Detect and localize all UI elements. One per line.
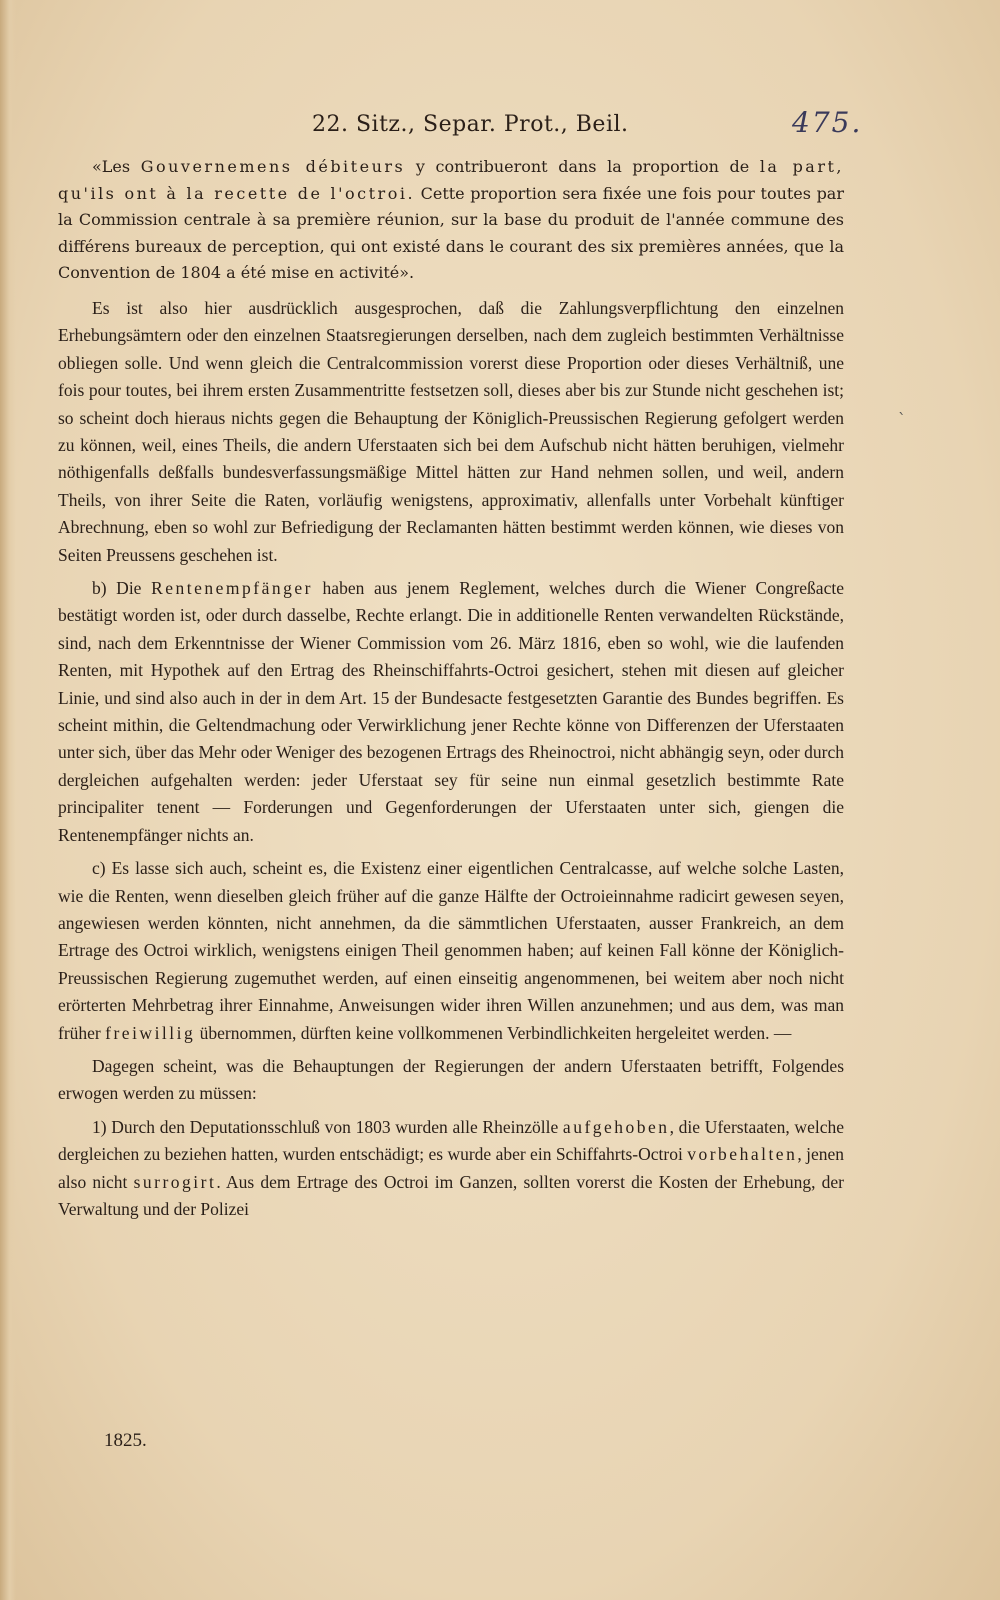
spaced-emphasis: la part, qu'ils ont à la recette de l'octroi.	[58, 157, 845, 203]
spaced-emphasis: aufgehoben	[562, 1116, 670, 1137]
paragraph-b-rentenempfaenger: b) Die Rentenempfänger haben aus jenem Reglement, welches durch die Wiener Congreßacte bestätigt worden ist, oder durch dasselbe, Rechte erlangt. Die in additionelle Renten verwandelten Rückstände, sind, nach dem Erkenntnisse der Wiener Commission vom 26. März 1816, eben so wohl, wie die laufenden Renten, mit Hypothek auf den Ertrag des Rheinschiffahrts-Octroi gesichert, stehen mit diesen auf gleicher Linie, und sind also auch in der in dem Art. 15 der Bundesacte festgesetzten Garantie des Bundes begriffen. Es scheint mithin, die Geltendmachung oder Verwirklichung jener Rechte könne von Differenzen der Uferstaaten unter sich, über das Mehr oder Weniger des bezogenen Ertrags des Rheinoctroi, nicht abhängig seyn, oder durch dergleichen aufgehalten werden: jeder Uferstaat sey für seine nun einmal gesetzlich bestimmte Rate principaliter tenent — Forderungen und Gegenforderungen der Uferstaaten unter sich, giengen die Rentenempfänger nichts an.	[58, 578, 845, 845]
spaced-emphasis: Rentenempfänger	[151, 578, 313, 599]
spaced-emphasis: surrogirt	[133, 1171, 217, 1192]
spaced-emphasis: vorbehalten	[687, 1144, 798, 1165]
body-text	[58, 154, 844, 1229]
paragraph-c-centralcasse: c) Es lasse sich auch, scheint es, die Existenz einer eigentlichen Centralcasse, auf welche solche Lasten, wie die Renten, wenn dieselben gleich früher auf die ganze Hälfte der Octroieinnahme radicirt gewesen seyen, angewiesen werden könnten, nicht annehmen, da die sämmtlichen Uferstaaten, ausser Frankreich, an dem Ertrage des Octroi wirklich, wenigstens einigen Theil genommen haben; auf keinen Fall könne der Königlich-Preussischen Regierung zugemuthet werden, auf einen einseitig angenommenen, bei weitem aber noch nicht erörterten Mehrbetrag ihrer Einnahme, Anweisungen wider ihren Willen anzunehmen; und aus dem, was man früher freiwillig übernommen, dürften keine vollkommenen Verbindlichkeiten hergeleitet werden. —	[58, 858, 844, 1043]
page-edge-shadow	[0, 0, 16, 1600]
spaced-emphasis: freiwillig	[105, 1022, 196, 1043]
running-head: 22. Sitz., Separ. Prot., Beil.	[312, 112, 629, 137]
paragraph-1-deputationsschluss: 1) Durch den Deputationsschluß von 1803 wurden alle Rheinzölle aufgehoben, die Uferstaaten, welche dergleichen zu beziehen hatten, wurden entschädigt; es wurde aber ein Schiffahrts-Octroi vorbehalten, jenen also nicht surrogirt. Aus dem Ertrage des Octroi im Ganzen, sollten vorerst die Kosten der Erhebung, der Verwaltung und der Polizei	[58, 1116, 844, 1219]
spaced-emphasis: Gouvernemens débiteurs	[140, 157, 406, 176]
paragraph-obligation: Es ist also hier ausdrücklich ausgesprochen, daß die Zahlungsverpflichtung den einzelnen Erhebungsämtern oder den einzelnen Staatsregierungen derselben, nach dem zugleich bestimmten Verhältnisse obliegen solle. Und wenn gleich die Centralcommission vorerst diese Proportion oder dieses Verhältniß, une fois pour toutes, bei ihrem ersten Zusammentritte festsetzen soll, dieses aber bis zur Stunde nicht geschehen ist; so scheint doch hieraus nichts gegen die Behauptung der Königlich-Preussischen Regierung gefolgert werden zu können, weil, eines Theils, die andern Uferstaaten sich bei dem Aufschub nicht hätten beruhigen, vielmehr nöthigenfalls deßfalls bundesverfassungsmäßige Mittel hätten zur Hand nehmen sollen, und weil, andern Theils, von ihrer Seite die Raten, vorläufig wenigstens, approximativ, allenfalls unter Vorbehalt künftiger Abrechnung, eben so wohl zur Befriedigung der Reclamanten hätten bestimmt werden können, wie dieses von Seiten Preussens geschehen ist.	[58, 297, 844, 565]
margin-mark: ˋ	[898, 410, 906, 429]
handwritten-folio-number: 475.	[792, 106, 863, 139]
signature-year: 1825.	[104, 1430, 147, 1451]
paragraph-dagegen: Dagegen scheint, was die Behauptungen der Regierungen der andern Uferstaaten betrifft, Folgendes erwogen werden zu müssen:	[58, 1055, 844, 1104]
page-header	[0, 106, 1000, 142]
paragraph-french-quote: «Les Gouvernemens débiteurs y contribueront dans la proportion de la part, qu'ils ont à la recette de l'octroi. Cette proportion sera fixée une fois pour toutes par la Commission centrale à sa première réunion, sur la base du produit de l'année commune des différens bureaux de perception, qui ont existé dans le courant des six premières années, que la Convention de 1804 a été mise en activité».	[58, 157, 845, 283]
